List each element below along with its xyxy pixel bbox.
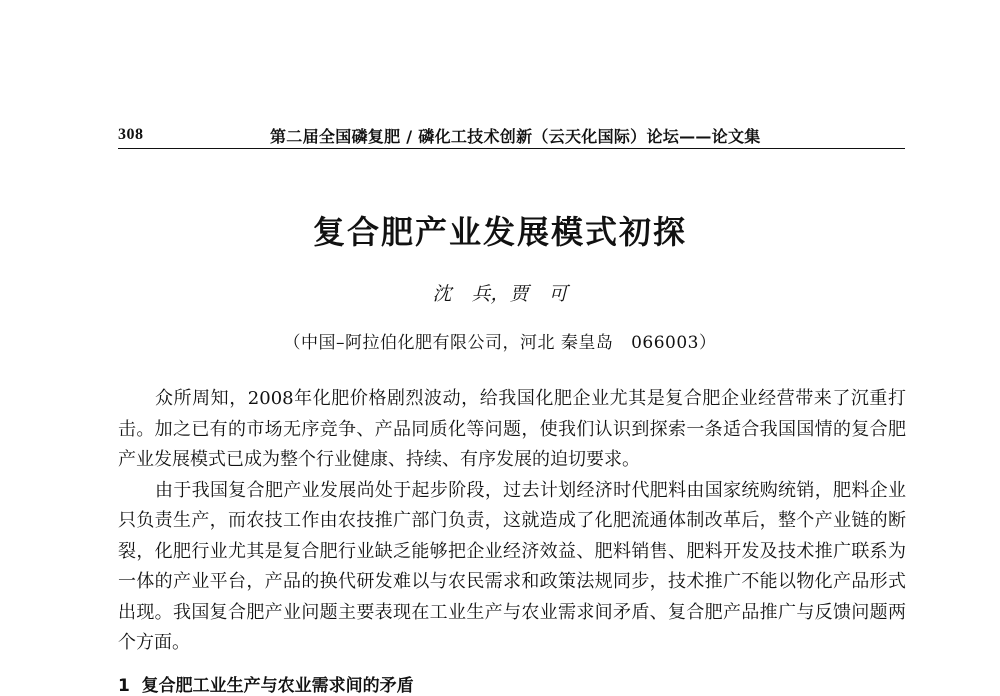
section-heading: 1 复合肥工业生产与农业需求间的矛盾 xyxy=(118,676,414,696)
article-authors: 沈 兵，贾 可 xyxy=(432,283,568,305)
body-paragraph: 众所周知，2008年化肥价格剧烈波动，给我国化肥企业尤其是复合肥企业经营带来了沉重打击。加之已有的市场无序竞争、产品同质化等问题，使我们认识到探索一条适合我国国情的复合肥产业发展模式已成为整个行业健康、持续、有序发展的迫切要求。 xyxy=(118,388,906,470)
article-title: 复合肥产业发展模式初探 xyxy=(312,213,687,251)
header-rule xyxy=(118,148,905,149)
running-header: 第二届全国磷复肥 / 磷化工技术创新（云天化国际）论坛——论文集 xyxy=(270,127,761,146)
body-paragraph: 由于我国复合肥产业发展尚处于起步阶段，过去计划经济时代肥料由国家统购统销，肥料企业只负责生产，而农技工作由农技推广部门负责，这就造成了化肥流通体制改革后，整个产业链的断裂，化肥行业尤其是复合肥行业缺乏能够把企业经济效益、肥料销售、肥料开发及技术推广联系为一体的产业平台，产品的换代研发难以与农民需求和政策法规同步，技术推广不能以物化产品形式出现。我国复合肥产业问题主要表现在工业生产与农业需求间矛盾、复合肥产品推广与反馈问题两个方面。 xyxy=(118,479,906,653)
article-affiliation: （中国–阿拉伯化肥有限公司，河北 秦皇岛 066003） xyxy=(283,333,717,353)
article-body xyxy=(118,384,906,659)
page-number: 308 xyxy=(118,126,144,143)
